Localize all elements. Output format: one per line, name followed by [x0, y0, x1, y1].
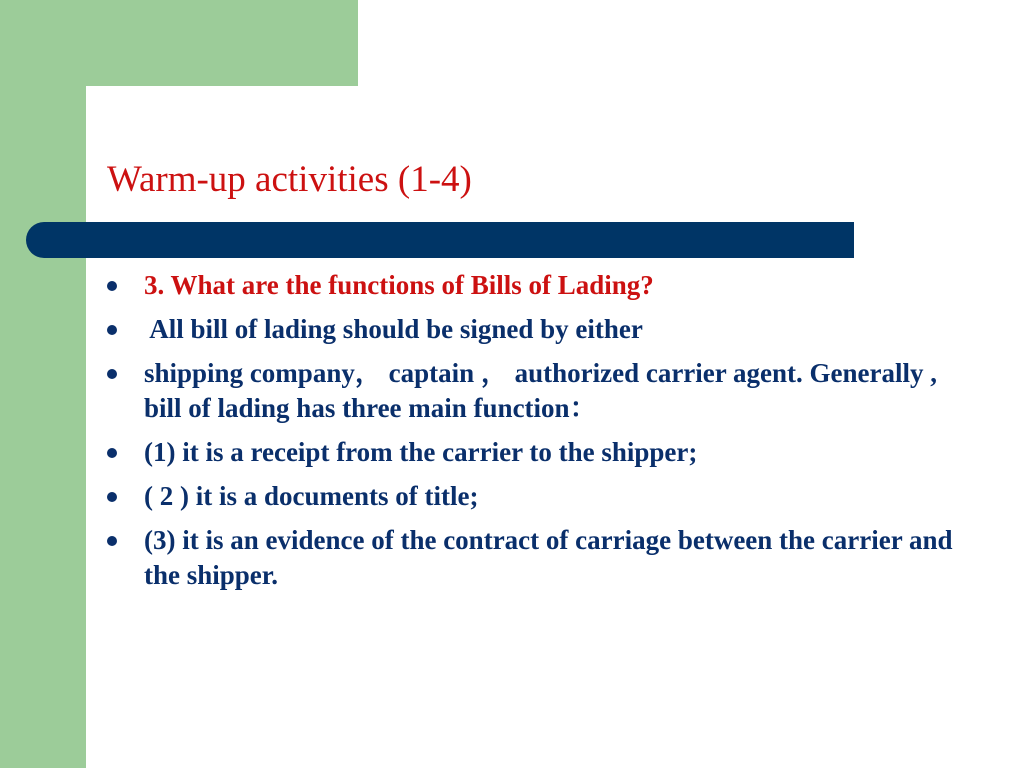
bullet-text: (3) it is an evidence of the contract of carriage between the carrier and the shipper. [144, 525, 953, 590]
bullet-dot-icon [107, 536, 117, 546]
bullet-text: shipping company， captain ， authorized carrier agent. Generally , bill of lading has three main function： [144, 358, 937, 423]
bullet-text: All bill of lading should be signed by either [144, 314, 643, 344]
bullet-dot-icon [107, 369, 117, 379]
bullet-text: 3. What are the functions of Bills of Lading? [144, 270, 654, 300]
bullet-item [104, 479, 964, 514]
bullet-item [104, 312, 964, 347]
bullet-dot-icon [107, 492, 117, 502]
bullet-dot-icon [107, 281, 117, 291]
bullet-text: (1) it is a receipt from the carrier to the shipper; [144, 437, 698, 467]
bullet-item [104, 435, 964, 470]
bullet-text: ( 2 ) it is a documents of title; [144, 481, 479, 511]
decor-green-side [0, 0, 86, 768]
title-divider-bar [26, 222, 854, 258]
bullet-list [104, 268, 964, 602]
bullet-dot-icon [107, 325, 117, 335]
bullet-dot-icon [107, 448, 117, 458]
slide-title: Warm-up activities (1-4) [107, 159, 472, 200]
bullet-item-question [104, 268, 964, 303]
bullet-item [104, 523, 964, 593]
bullet-item [104, 356, 964, 426]
